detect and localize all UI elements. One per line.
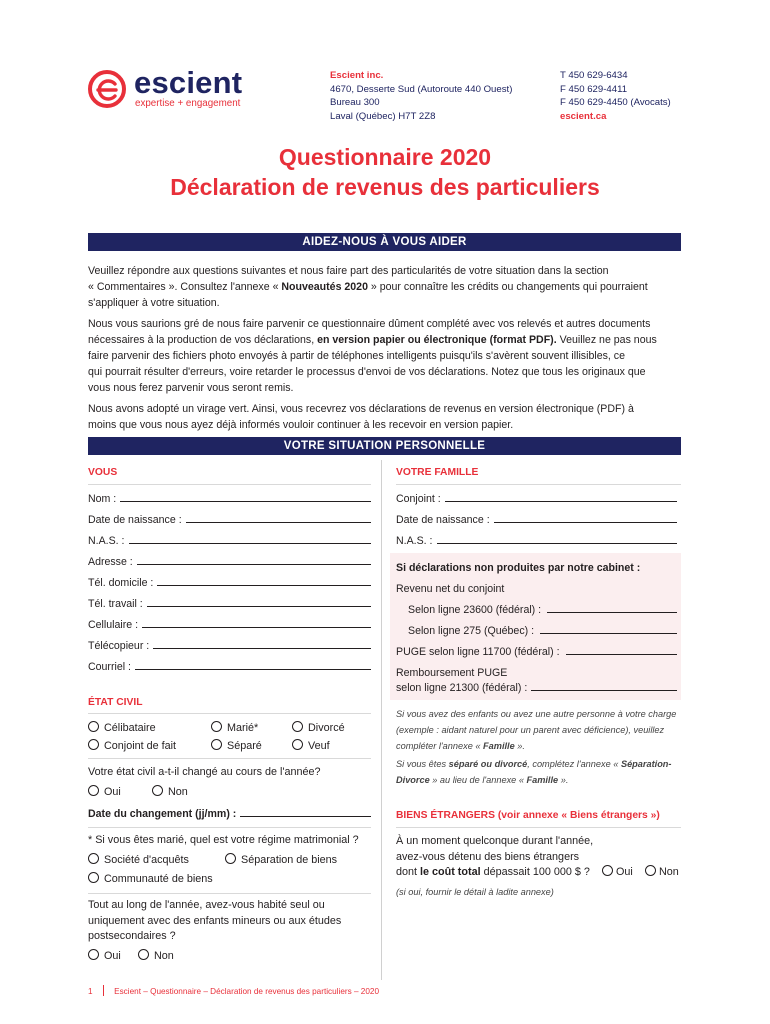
field-cellulaire[interactable]: Cellulaire : xyxy=(88,619,371,631)
footer xyxy=(88,985,379,996)
famille-heading: VOTRE FAMILLE xyxy=(396,467,479,478)
separation-annex-link[interactable]: Séparation- xyxy=(620,759,672,769)
address-line-1: 4670, Desserte Sud (Autoroute 440 Ouest) xyxy=(330,83,513,95)
seul-non[interactable]: Non xyxy=(138,949,174,962)
option-divorce[interactable]: Divorcé xyxy=(292,721,345,734)
page-title xyxy=(0,142,770,202)
address-line-2: Bureau 300 xyxy=(330,97,380,108)
radio-icon xyxy=(152,785,163,796)
regime-question: * Si vous êtes marié, quel est votre régime matrimonial ? xyxy=(88,834,359,846)
radio-icon xyxy=(211,721,222,732)
field-conjoint-nas[interactable]: N.A.S. : xyxy=(396,535,677,547)
famille-annex-link[interactable]: Famille xyxy=(483,741,515,751)
intro-text xyxy=(88,263,688,433)
page-number: 1 xyxy=(88,987,93,996)
revenu-net-label: Revenu net du conjoint xyxy=(396,583,505,595)
paragraph-3: Nous avons adopté un virage vert. Ainsi, vous recevrez vos déclarations de revenus en version électronique (PDF) à moins que vous nous ayez déjà informés vouloir continuer à les recevoir en version papier. xyxy=(88,403,634,431)
phone-f1: F 450 629-4411 xyxy=(560,83,628,95)
remb-puge-label: Remboursement PUGE xyxy=(396,667,508,679)
field-adresse[interactable]: Adresse : xyxy=(88,556,371,568)
change-non[interactable]: Non xyxy=(152,785,188,798)
radio-icon xyxy=(88,739,99,750)
field-courriel[interactable]: Courriel : xyxy=(88,661,371,673)
section-header-situation: VOTRE SITUATION PERSONNELLE xyxy=(88,437,681,455)
website-link[interactable]: escient.ca xyxy=(560,110,607,122)
address-line-3: Laval (Québec) H7T 2Z8 xyxy=(330,110,436,122)
radio-icon xyxy=(645,865,656,876)
field-puge[interactable]: PUGE selon ligne 11700 (fédéral) : xyxy=(396,646,677,658)
escient-logo-icon xyxy=(88,70,126,108)
logo xyxy=(88,65,253,112)
option-celibataire[interactable]: Célibataire xyxy=(88,721,156,734)
biens-note: (si oui, fournir le détail à ladite annexe) xyxy=(396,887,554,897)
option-separation-biens[interactable]: Séparation de biens xyxy=(225,853,337,866)
title-line-2: Déclaration de revenus des particuliers xyxy=(170,174,600,200)
phone-f2: F 450 629-4450 (Avocats) xyxy=(560,97,671,108)
biens-question: À un moment quelconque durant l'année, avez-vous détenu des biens étrangers dont le coût total dépassait 100 000 $ ? xyxy=(396,835,594,878)
radio-icon xyxy=(292,739,303,750)
option-societe-acquets[interactable]: Société d'acquêts xyxy=(88,853,189,866)
field-ligne-federal[interactable]: Selon ligne 23600 (fédéral) : xyxy=(408,604,677,616)
column-divider xyxy=(381,460,382,980)
radio-icon xyxy=(88,785,99,796)
paragraph-1: Veuillez répondre aux questions suivantes et nous faire part des particularités de votre situation dans la section « Commentaires ». Consultez l'annexe « Nouveautés 2020 » pour connaître les crédits ou changements qui pourraient s'appliquer à votre situation. xyxy=(88,265,648,309)
field-telecopieur[interactable]: Télécopieur : xyxy=(88,640,371,652)
option-conjoint-fait[interactable]: Conjoint de fait xyxy=(88,739,176,752)
field-nas[interactable]: N.A.S. : xyxy=(88,535,371,547)
paragraph-2: Nous vous saurions gré de nous faire parvenir ce questionnaire dûment complété avec vos relevés et autres documents nécessaires à la production de vos déclarations, en version papier ou électronique (format PDF). Veuillez ne pas nous faire parvenir des fichiers photo envoyés à partir de téléphones intelligents puisqu'ils s'avèrent souvent illisibles, ce qui pourrait résulter d'erreurs, voire retarder le processus d'envoi de vos déclarations. Notez que tous les originaux que vous nous ferez parvenir vous seront remis. xyxy=(88,318,657,394)
field-date-naissance[interactable]: Date de naissance : xyxy=(88,514,371,526)
section-header-aidez-nous: AIDEZ-NOUS À VOUS AIDER xyxy=(88,233,681,251)
field-nom[interactable]: Nom : xyxy=(88,493,371,505)
radio-icon xyxy=(88,853,99,864)
note-enfants: Si vous avez des enfants ou avez une autre personne à votre charge (exemple : aidant naturel pour un parent avec déficience), veuillez compléter l'annexe « Famille ». xyxy=(396,709,677,751)
field-tel-domicile[interactable]: Tél. domicile : xyxy=(88,577,371,589)
radio-icon xyxy=(602,865,613,876)
radio-icon xyxy=(88,949,99,960)
footer-divider xyxy=(103,985,104,996)
phone-t: T 450 629-6434 xyxy=(560,70,628,81)
vous-heading: VOUS xyxy=(88,467,118,478)
change-oui[interactable]: Oui xyxy=(88,785,121,798)
field-date-changement[interactable]: Date du changement (jj/mm) : xyxy=(88,808,371,820)
seul-question: Tout au long de l'année, avez-vous habité seul ou uniquement avec des enfants mineurs ou aux études postsecondaires ? xyxy=(88,899,342,942)
radio-icon xyxy=(225,853,236,864)
company-name: Escient inc. xyxy=(330,70,384,81)
biens-oui[interactable]: Oui xyxy=(602,865,633,878)
seul-oui[interactable]: Oui xyxy=(88,949,121,962)
radio-icon xyxy=(292,721,303,732)
option-communaute-biens[interactable]: Communauté de biens xyxy=(88,872,213,885)
etat-civil-heading: ÉTAT CIVIL xyxy=(88,697,143,708)
radio-icon xyxy=(88,721,99,732)
brand-name: escient xyxy=(134,65,243,100)
note-separe: Si vous êtes séparé ou divorcé, complétez l'annexe « Séparation- Divorce » au lieu de l'annexe « Famille ». xyxy=(396,759,672,785)
company-address xyxy=(330,69,512,123)
change-question: Votre état civil a-t-il changé au cours de l'année? xyxy=(88,766,321,778)
biens-heading: BIENS ÉTRANGERS (voir annexe « Biens étrangers ») xyxy=(396,810,660,821)
brand-tagline: expertise + engagement xyxy=(135,98,241,109)
radio-icon xyxy=(211,739,222,750)
option-separe[interactable]: Séparé xyxy=(211,739,262,752)
radio-icon xyxy=(88,872,99,883)
footer-text: Escient – Questionnaire – Déclaration de revenus des particuliers – 2020 xyxy=(114,987,380,996)
nonprod-title: Si déclarations non produites par notre cabinet : xyxy=(396,562,641,574)
nouveautes-link[interactable]: Nouveautés 2020 xyxy=(281,281,368,293)
title-line-1: Questionnaire 2020 xyxy=(278,144,492,170)
field-conjoint[interactable]: Conjoint : xyxy=(396,493,677,505)
company-contact xyxy=(560,69,671,123)
field-conjoint-naissance[interactable]: Date de naissance : xyxy=(396,514,677,526)
field-tel-travail[interactable]: Tél. travail : xyxy=(88,598,371,610)
radio-icon xyxy=(138,949,149,960)
field-remb-puge[interactable]: selon ligne 21300 (fédéral) : xyxy=(396,682,677,694)
field-ligne-quebec[interactable]: Selon ligne 275 (Québec) : xyxy=(408,625,677,637)
biens-non[interactable]: Non xyxy=(645,865,679,878)
option-veuf[interactable]: Veuf xyxy=(292,739,330,752)
option-marie[interactable]: Marié* xyxy=(211,721,258,734)
